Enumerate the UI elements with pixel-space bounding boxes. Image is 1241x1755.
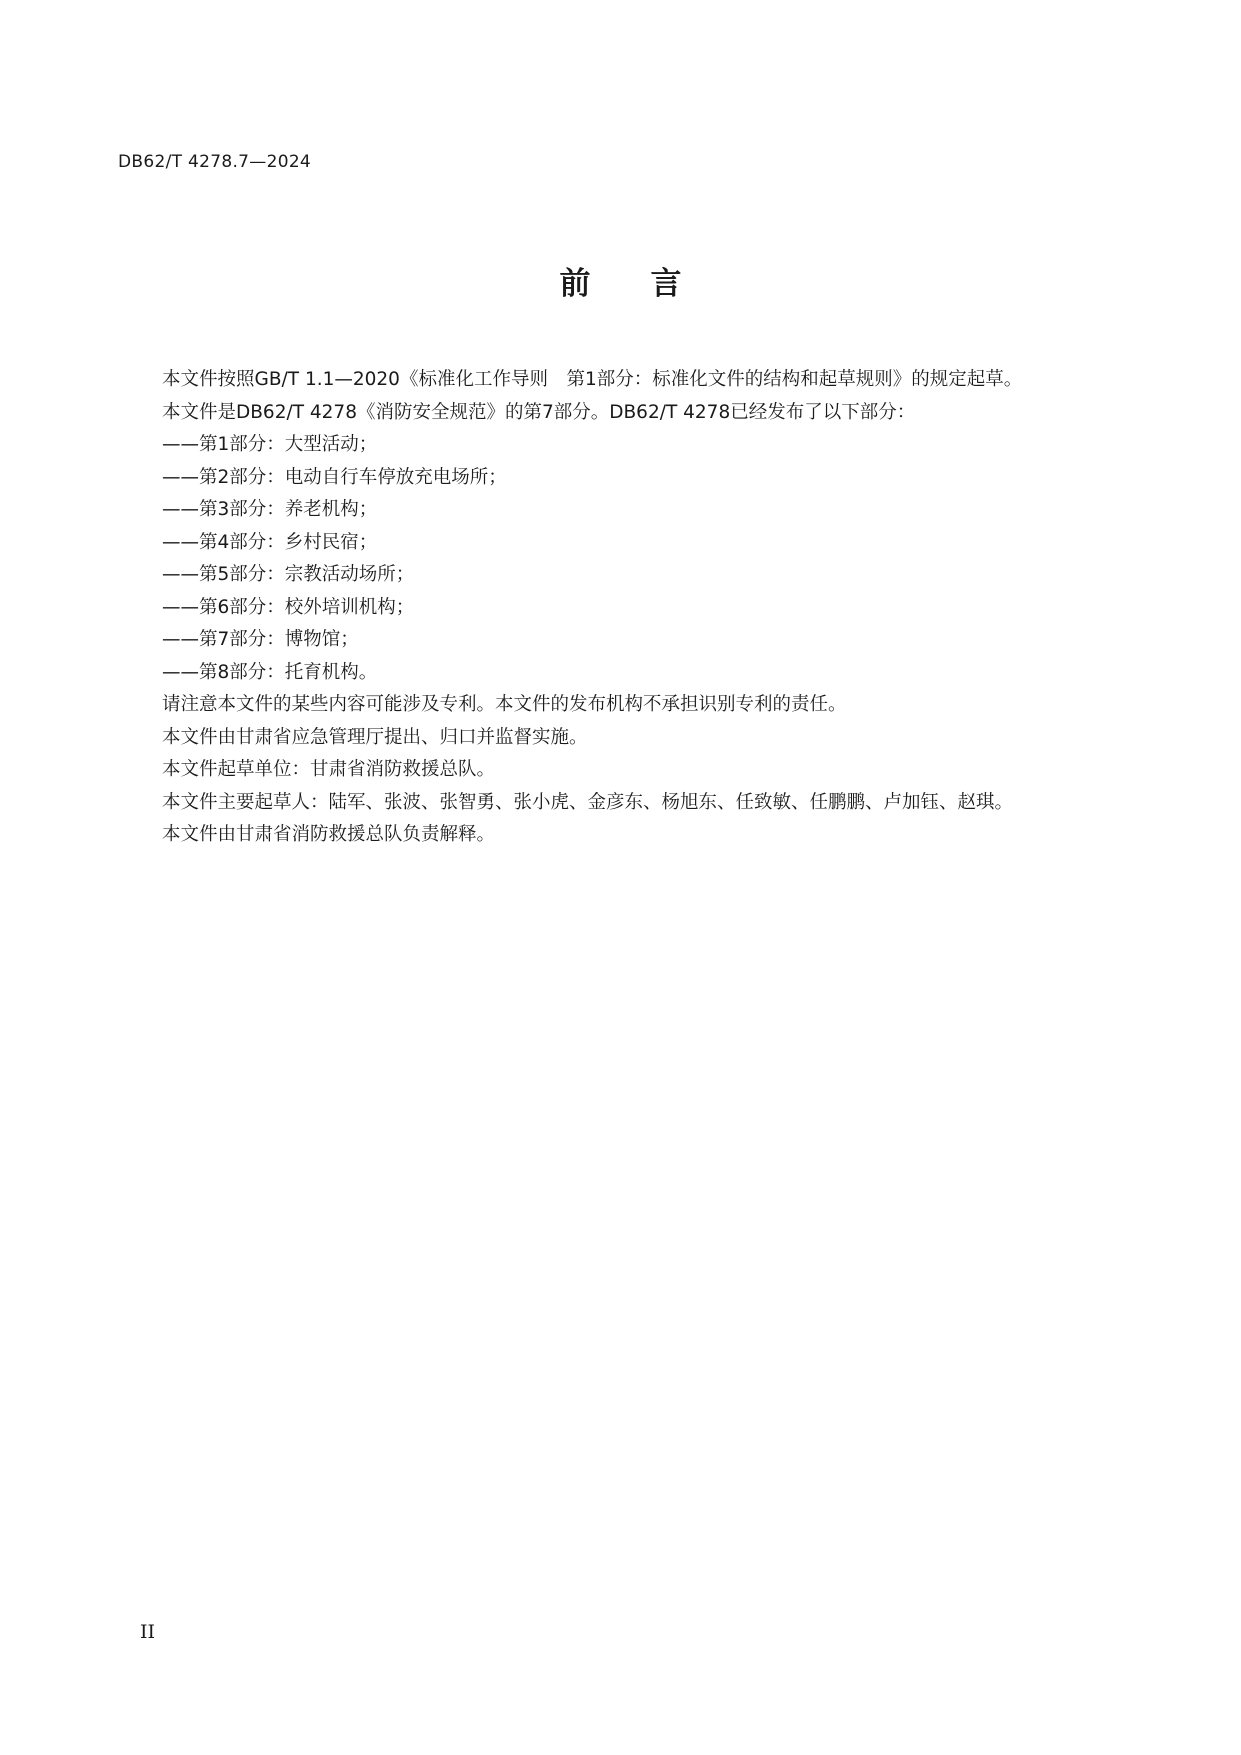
page-title: 前言 (559, 266, 742, 302)
document-code: DB62/T 4278.7—2024 (118, 152, 312, 172)
paragraph-drafting-unit: 本文件起草单位：甘肃省消防救援总队。 (162, 759, 496, 780)
list-item: ——第5部分：宗教活动场所； (162, 564, 415, 585)
paragraph-drafting-basis: 本文件按照GB/T 1.1—2020《标准化工作导则 第1部分：标准化文件的结构和起草规则》的规定起草。 (162, 369, 1023, 390)
list-item: ——第3部分：养老机构； (162, 499, 378, 520)
list-item: ——第4部分：乡村民宿； (162, 531, 378, 553)
list-item: ——第1部分：大型活动； (162, 434, 378, 455)
page-number: II (140, 1621, 156, 1643)
paragraph-proposer: 本文件由甘肃省应急管理厅提出、归口并监督实施。 (162, 726, 588, 748)
paragraph-interpretation: 本文件由甘肃省消防救援总队负责解释。 (162, 824, 496, 845)
paragraph-series-info: 本文件是DB62/T 4278《消防安全规范》的第7部分。DB62/T 4278已经发布了以下部分： (162, 401, 916, 423)
list-item: ——第6部分：校外培训机构； (162, 596, 415, 618)
list-item: ——第7部分：博物馆； (162, 629, 359, 650)
list-item: ——第2部分：电动自行车停放充电场所； (162, 466, 507, 488)
list-item: ——第8部分：托育机构。 (162, 661, 378, 683)
parts-list (118, 429, 1118, 689)
paragraph-patent-notice: 请注意本文件的某些内容可能涉及专利。本文件的发布机构不承担识别专利的责任。 (162, 694, 847, 715)
paragraph-drafters: 本文件主要起草人：陆军、张波、张智勇、张小虎、金彦东、杨旭东、任致敏、任鹏鹏、卢加钰、赵琪。 (162, 791, 1014, 813)
document-body (118, 364, 1118, 852)
